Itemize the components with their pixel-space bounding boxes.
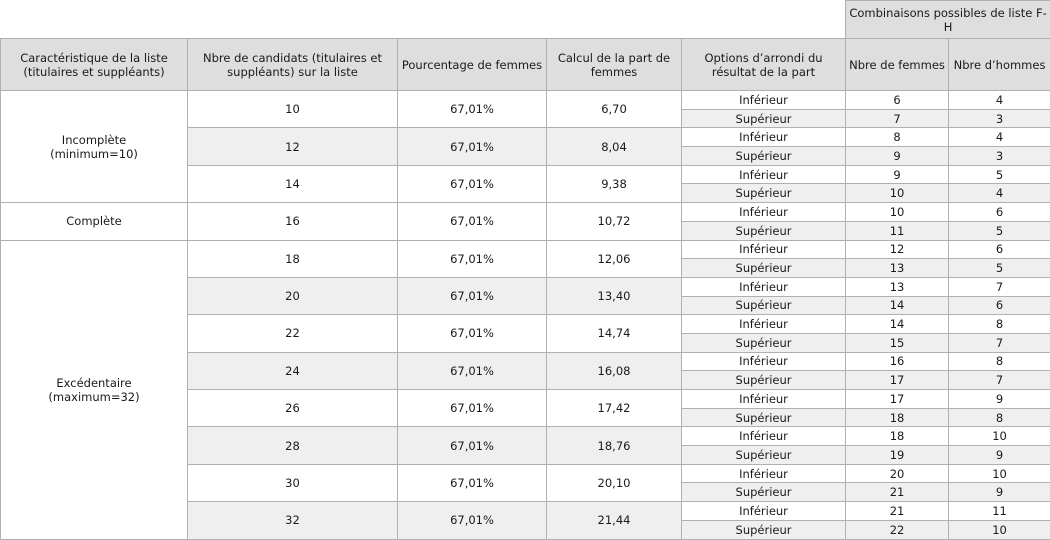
women-count-cell: 9 [846, 165, 949, 184]
women-count-cell: 17 [846, 371, 949, 390]
rounding-option-cell: Supérieur [682, 147, 846, 166]
men-count-cell: 6 [949, 240, 1050, 259]
women-count-cell: 9 [846, 147, 949, 166]
percentage-header: Pourcentage de femmes [398, 39, 547, 91]
women-count-cell: 14 [846, 296, 949, 315]
rounding-option-cell: Inférieur [682, 427, 846, 446]
table-row [1, 203, 1050, 222]
men-count-cell: 9 [949, 483, 1050, 502]
candidates-cell: 26 [188, 390, 398, 427]
women-count-cell: 15 [846, 333, 949, 352]
calculation-cell: 6,70 [547, 91, 682, 128]
rounding-option-cell: Inférieur [682, 277, 846, 296]
rounding-option-cell: Supérieur [682, 333, 846, 352]
percentage-cell: 67,01% [398, 502, 547, 539]
percentage-cell: 67,01% [398, 427, 547, 464]
percentage-cell: 67,01% [398, 390, 547, 427]
men-count-cell: 7 [949, 371, 1050, 390]
rounding-option-cell: Inférieur [682, 240, 846, 259]
women-count-cell: 16 [846, 352, 949, 371]
women-count-cell: 7 [846, 109, 949, 128]
rounding-option-cell: Supérieur [682, 109, 846, 128]
calculation-cell: 20,10 [547, 464, 682, 501]
men-count-cell: 6 [949, 203, 1050, 222]
calculation-cell: 12,06 [547, 240, 682, 277]
women-count-cell: 13 [846, 277, 949, 296]
rounding-option-cell: Inférieur [682, 128, 846, 147]
candidates-cell: 32 [188, 502, 398, 539]
percentage-cell: 67,01% [398, 464, 547, 501]
women-count-cell: 22 [846, 520, 949, 539]
list-characteristic-label: Incomplète [1, 133, 187, 147]
header-spacer [1, 1, 846, 39]
rounding-option-cell: Inférieur [682, 315, 846, 334]
candidates-cell: 22 [188, 315, 398, 352]
percentage-cell: 67,01% [398, 277, 547, 314]
percentage-cell: 67,01% [398, 91, 547, 128]
calculation-cell: 14,74 [547, 315, 682, 352]
calculation-cell: 17,42 [547, 390, 682, 427]
men-count-cell: 11 [949, 502, 1050, 521]
candidates-cell: 12 [188, 128, 398, 165]
rounding-option-cell: Inférieur [682, 203, 846, 222]
list-characteristic-cell [1, 240, 188, 539]
women-count-cell: 18 [846, 408, 949, 427]
rounding-option-cell: Inférieur [682, 91, 846, 110]
men-count-cell: 4 [949, 91, 1050, 110]
women-count-cell: 18 [846, 427, 949, 446]
men-count-header: Nbre d’hommes [949, 39, 1050, 91]
women-count-cell: 6 [846, 91, 949, 110]
men-count-cell: 7 [949, 333, 1050, 352]
men-count-cell: 10 [949, 520, 1050, 539]
calculation-cell: 21,44 [547, 502, 682, 539]
rounding-option-cell: Supérieur [682, 446, 846, 465]
women-count-cell: 8 [846, 128, 949, 147]
women-count-cell: 17 [846, 390, 949, 409]
men-count-cell: 5 [949, 165, 1050, 184]
rounding-header: Options d’arrondi du résultat de la part [682, 39, 846, 91]
calculation-header: Calcul de la part de femmes [547, 39, 682, 91]
calculation-cell: 10,72 [547, 203, 682, 240]
candidates-cell: 14 [188, 165, 398, 202]
men-count-cell: 9 [949, 390, 1050, 409]
candidates-cell: 18 [188, 240, 398, 277]
men-count-cell: 3 [949, 109, 1050, 128]
candidates-cell: 20 [188, 277, 398, 314]
men-count-cell: 9 [949, 446, 1050, 465]
rounding-option-cell: Supérieur [682, 259, 846, 278]
table-row [1, 91, 1050, 110]
list-characteristic-range: (minimum=10) [1, 147, 187, 161]
women-count-cell: 21 [846, 502, 949, 521]
characteristic-header: Caractéristique de la liste (titulaires et suppléants) [1, 39, 188, 91]
rounding-option-cell: Supérieur [682, 520, 846, 539]
women-count-cell: 13 [846, 259, 949, 278]
men-count-cell: 5 [949, 259, 1050, 278]
table-body [1, 91, 1050, 540]
calculation-cell: 9,38 [547, 165, 682, 202]
men-count-cell: 8 [949, 352, 1050, 371]
men-count-cell: 8 [949, 408, 1050, 427]
men-count-cell: 5 [949, 221, 1050, 240]
rounding-option-cell: Supérieur [682, 483, 846, 502]
women-count-cell: 12 [846, 240, 949, 259]
calculation-cell: 18,76 [547, 427, 682, 464]
rounding-option-cell: Supérieur [682, 296, 846, 315]
men-count-cell: 8 [949, 315, 1050, 334]
list-characteristic-label: Excédentaire [1, 376, 187, 390]
percentage-cell: 67,01% [398, 203, 547, 240]
candidates-cell: 10 [188, 91, 398, 128]
men-count-cell: 4 [949, 184, 1050, 203]
men-count-cell: 3 [949, 147, 1050, 166]
percentage-cell: 67,01% [398, 165, 547, 202]
women-count-cell: 14 [846, 315, 949, 334]
rounding-option-cell: Inférieur [682, 352, 846, 371]
rounding-option-cell: Inférieur [682, 464, 846, 483]
rounding-option-cell: Inférieur [682, 502, 846, 521]
candidates-cell: 30 [188, 464, 398, 501]
candidates-header: Nbre de candidats (titulaires et suppléants) sur la liste [188, 39, 398, 91]
list-characteristic-range: (maximum=32) [1, 390, 187, 404]
percentage-cell: 67,01% [398, 352, 547, 389]
women-count-header: Nbre de femmes [846, 39, 949, 91]
women-count-cell: 11 [846, 221, 949, 240]
combinations-header: Combinaisons possibles de liste F-H [846, 1, 1050, 39]
men-count-cell: 4 [949, 128, 1050, 147]
women-count-cell: 20 [846, 464, 949, 483]
women-count-cell: 19 [846, 446, 949, 465]
men-count-cell: 6 [949, 296, 1050, 315]
percentage-cell: 67,01% [398, 315, 547, 352]
rounding-option-cell: Supérieur [682, 184, 846, 203]
men-count-cell: 7 [949, 277, 1050, 296]
list-characteristic-cell [1, 91, 188, 203]
rounding-option-cell: Supérieur [682, 221, 846, 240]
calculation-cell: 16,08 [547, 352, 682, 389]
rounding-option-cell: Supérieur [682, 371, 846, 390]
rounding-option-cell: Inférieur [682, 390, 846, 409]
rounding-option-cell: Supérieur [682, 408, 846, 427]
candidates-cell: 16 [188, 203, 398, 240]
calculation-cell: 13,40 [547, 277, 682, 314]
women-count-cell: 10 [846, 184, 949, 203]
list-characteristic-cell [1, 203, 188, 240]
percentage-cell: 67,01% [398, 128, 547, 165]
men-count-cell: 10 [949, 464, 1050, 483]
table-row [1, 240, 1050, 259]
candidates-cell: 24 [188, 352, 398, 389]
percentage-cell: 67,01% [398, 240, 547, 277]
men-count-cell: 10 [949, 427, 1050, 446]
candidates-cell: 28 [188, 427, 398, 464]
women-count-cell: 21 [846, 483, 949, 502]
list-characteristic-label: Complète [1, 214, 187, 228]
rounding-option-cell: Inférieur [682, 165, 846, 184]
women-count-cell: 10 [846, 203, 949, 222]
calculation-cell: 8,04 [547, 128, 682, 165]
